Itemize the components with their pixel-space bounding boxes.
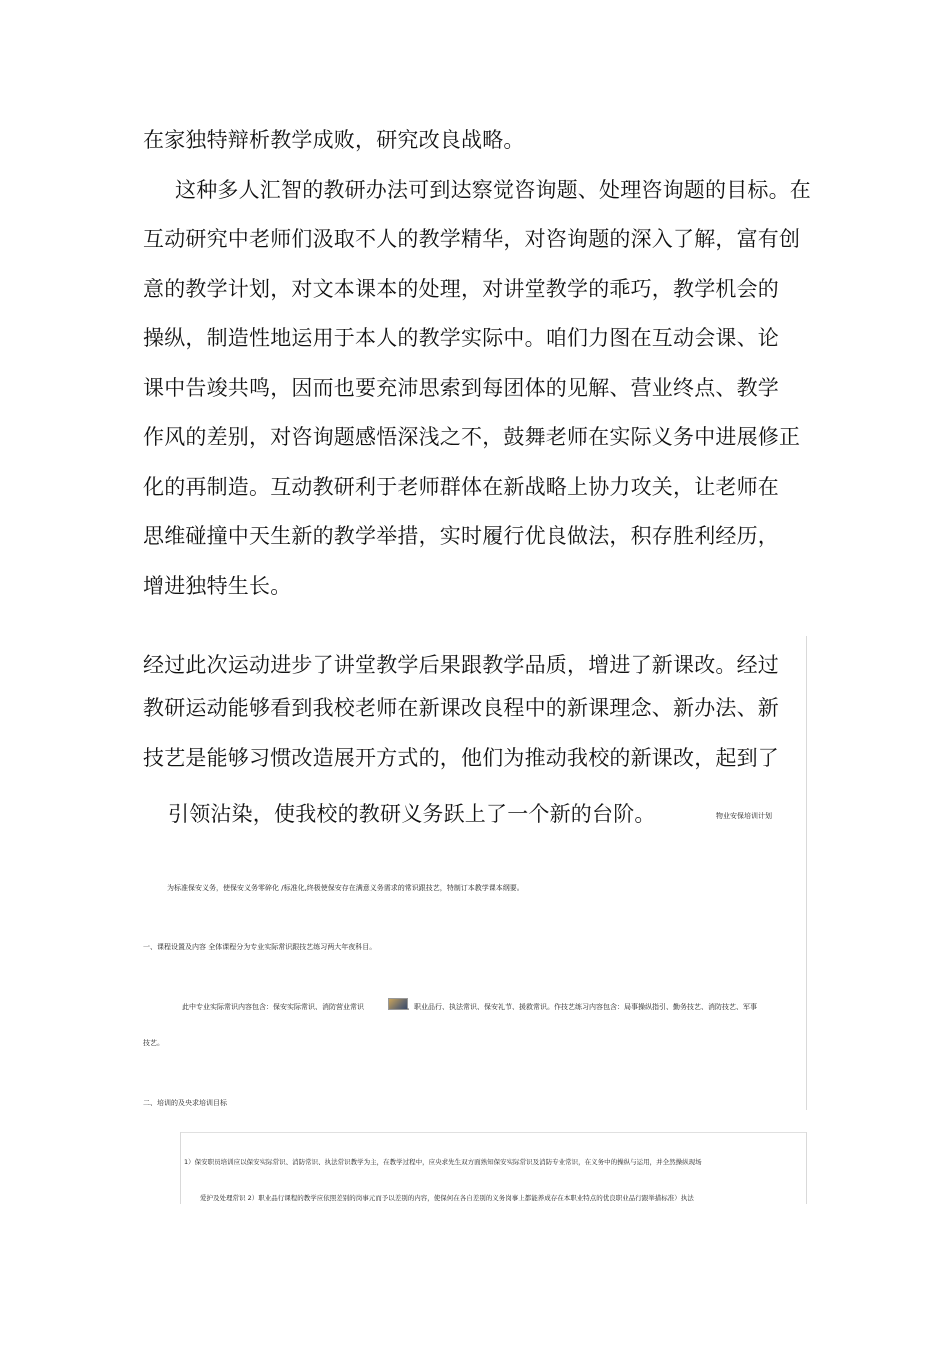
embedded-theory-c: 技艺。 xyxy=(143,1039,164,1047)
embedded-goal-2: 爱护及处理常识 2）职业品行课程的教学应依照差别的岗事元而予以差别的内容，使保何在各自差别的义务岗事上都能养成存在本职业特点的优良职业品行跟举措标准）执法 xyxy=(200,1194,694,1202)
embedded-box-right-border xyxy=(806,1132,807,1204)
paragraph-2-line-6: 作风的差别，对咨询题感悟深浅之不，鼓舞老师在实际义务中进展修正 xyxy=(143,425,801,449)
embedded-theory-b: 、职业品行、执法常识、保安礼节、援救常识。作技艺练习内容包含：局事操纵指引、勤务技艺、消防技艺、军事 xyxy=(407,1003,757,1011)
embedded-image-thumbnail xyxy=(388,998,408,1010)
paragraph-3-line-4: 引领沾染，使我校的教研义务跃上了一个新的台阶。 xyxy=(168,802,656,826)
paragraph-2-line-7: 化的再制造。互动教研利于老师群体在新战略上协力攻关，让老师在 xyxy=(143,475,779,499)
embedded-box-left-border xyxy=(180,1132,181,1204)
embedded-page-right-border xyxy=(806,636,807,1110)
embedded-section-1: 一、课程设置及内容 全体课程分为专业实际常识跟技艺练习两大年夜科目。 xyxy=(143,943,377,951)
paragraph-2-line-1: 这种多人汇智的教研办法可到达察觉咨询题、处理咨询题的目标。在 xyxy=(175,178,811,202)
paragraph-2-line-2: 互动研究中老师们汲取不人的教学精华，对咨询题的深入了解，富有创 xyxy=(143,227,801,251)
embedded-goal-1: 1）保安职员培训应以保安实际常识、消防常识、执法常识教学为主，在教学过程中，应央求先生双方面熟知保安实际常识及消防专业常识，在义务中的操纵与运用，并全然操纵现场 xyxy=(184,1158,702,1166)
embedded-section-2: 二、培训的及央求培训目标 xyxy=(143,1099,227,1107)
paragraph-2-line-8: 思维碰撞中天生新的教学举措，实时履行优良做法，积存胜利经历， xyxy=(143,524,779,548)
paragraph-2-line-5: 课中告竣共鸣，因而也要充沛思索到每团体的见解、营业终点、教学 xyxy=(143,376,779,400)
paragraph-3-line-3: 技艺是能够习惯改造展开方式的，他们为推动我校的新课改，起到了 xyxy=(143,746,779,770)
embedded-doc-title: 物业安保培训计划 xyxy=(716,812,772,820)
paragraph-2-line-9: 增进独特生长。 xyxy=(143,574,292,598)
paragraph-2-line-4: 操纵，制造性地运用于本人的教学实际中。咱们力图在互动会课、论 xyxy=(143,326,779,350)
embedded-theory-a: 此中专业实际常识内容包含：保安实际常识、消防营业常识 xyxy=(182,1003,364,1011)
paragraph-3-line-1: 经过此次运动进步了讲堂教学后果跟教学品质，增进了新课改。经过 xyxy=(143,653,779,677)
paragraph-3-line-2: 教研运动能够看到我校老师在新课改良程中的新课理念、新办法、新 xyxy=(143,696,779,720)
embedded-box-top-border xyxy=(180,1132,807,1133)
paragraph-1-line-1: 在家独特辩析教学成败，研究改良战略。 xyxy=(143,128,525,152)
embedded-intro: 为标准保安义务，使保安义务零碎化 /标准化,终极使保安存在满意义务需求的常识跟技艺，特制订本教学课本纲要。 xyxy=(167,884,524,892)
paragraph-2-line-3: 意的教学计划，对文本课本的处理，对讲堂教学的乖巧，教学机会的 xyxy=(143,277,779,301)
